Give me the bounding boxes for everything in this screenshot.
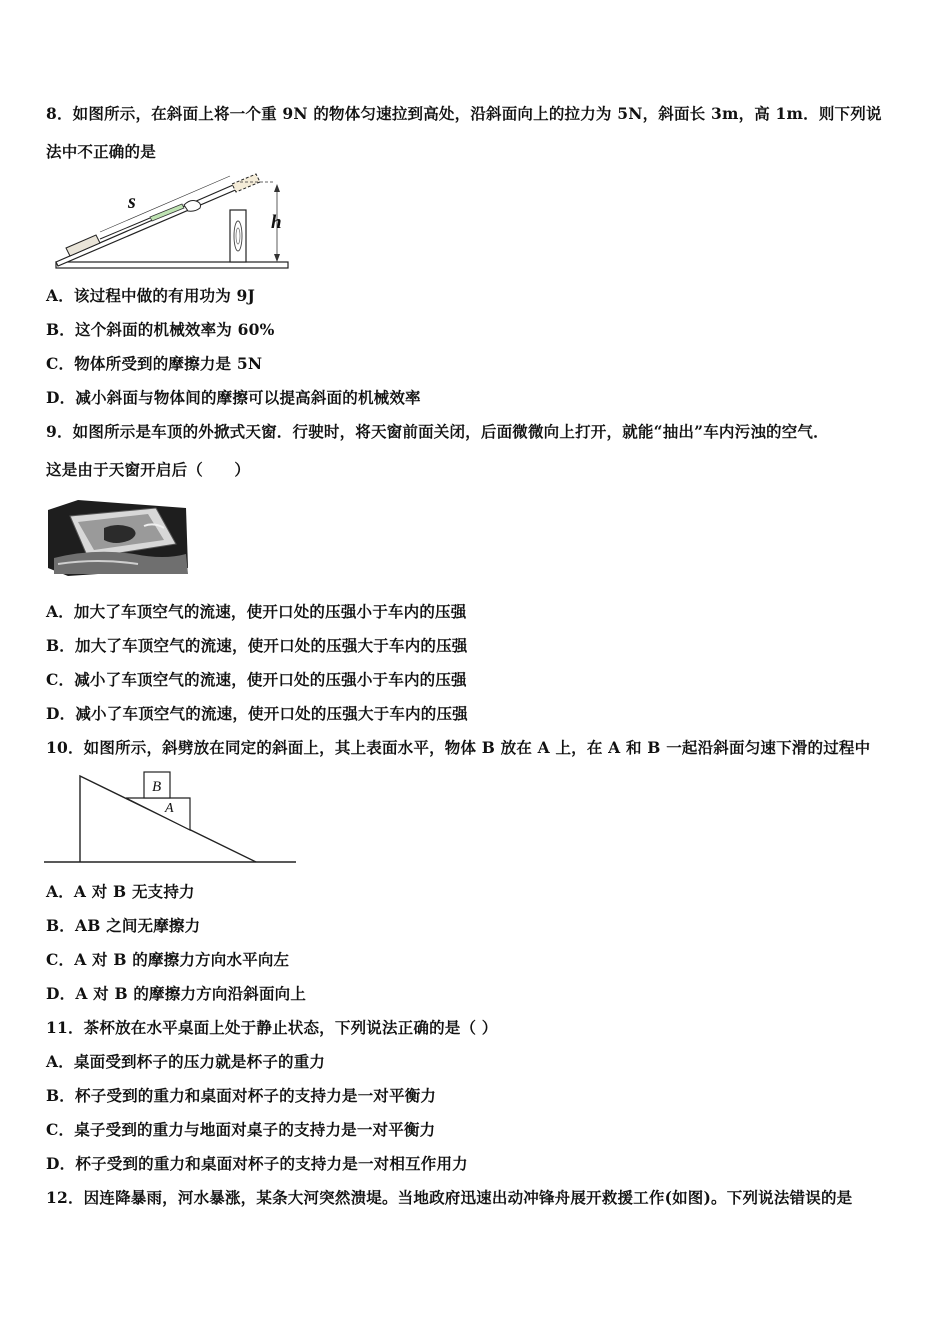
q9-stem-line1: 9．如图所示是车顶的外掀式天窗．行驶时，将天窗前面关闭，后面微微向上打开，就能“抽出”车内污浊的空气． xyxy=(46,422,829,441)
q10-label-a: A xyxy=(165,801,174,816)
q9-option-d: D．减小了车顶空气的流速，使开口处的压强大于车内的压强 xyxy=(46,704,468,723)
q11-option-b: B．杯子受到的重力和桌面对杯子的支持力是一对平衡力 xyxy=(46,1086,437,1105)
q8-incline-figure xyxy=(44,170,294,272)
q9-sunroof-photo xyxy=(48,498,190,578)
q8-label-s: s xyxy=(128,191,136,213)
q9-option-b: B．加大了车顶空气的流速，使开口处的压强大于车内的压强 xyxy=(46,636,468,655)
q9-stem-line2: 这是由于天窗开启后（ ） xyxy=(46,460,251,479)
q8-option-c: C．物体所受到的摩擦力是 5N xyxy=(46,354,263,373)
q10-stem-line1: 10．如图所示，斜劈放在同定的斜面上，其上表面水平，物体 B 放在 A 上，在 A 和 B 一起沿斜面匀速下滑的过程中 xyxy=(46,738,871,757)
q11-option-a: A．桌面受到杯子的压力就是杯子的重力 xyxy=(46,1052,326,1071)
q11-stem-line1: 11．茶杯放在水平桌面上处于静止状态，下列说法正确的是（ ） xyxy=(46,1018,498,1037)
q10-option-d: D．A 对 B 的摩擦力方向沿斜面向上 xyxy=(46,984,307,1003)
q11-option-d: D．杯子受到的重力和桌面对杯子的支持力是一对相互作用力 xyxy=(46,1154,468,1173)
q8-option-b: B．这个斜面的机械效率为 60% xyxy=(46,320,275,339)
q11-option-c: C．桌子受到的重力与地面对桌子的支持力是一对平衡力 xyxy=(46,1120,436,1139)
q10-label-b: B xyxy=(152,779,162,795)
q12-stem-line1: 12．因连降暴雨，河水暴涨，某条大河突然溃堤。当地政府迅速出动冲锋舟展开救援工作(如图)。下列说法错误的是 xyxy=(46,1188,853,1207)
q10-option-b: B．AB 之间无摩擦力 xyxy=(46,916,201,935)
q10-option-c: C．A 对 B 的摩擦力方向水平向左 xyxy=(46,950,290,969)
q8-option-a: A．该过程中做的有用功为 9J xyxy=(46,286,256,305)
q10-wedge-figure xyxy=(44,766,298,866)
q10-option-a: A．A 对 B 无支持力 xyxy=(46,882,195,901)
q9-option-a: A．加大了车顶空气的流速，使开口处的压强小于车内的压强 xyxy=(46,602,467,621)
q9-option-c: C．减小了车顶空气的流速，使开口处的压强小于车内的压强 xyxy=(46,670,467,689)
q8-option-d: D．减小斜面与物体间的摩擦可以提高斜面的机械效率 xyxy=(46,388,421,407)
q8-stem-line1: 8．如图所示，在斜面上将一个重 9N 的物体匀速拉到高处，沿斜面向上的拉力为 5N，斜面长 3m，高 1m．则下列说 xyxy=(46,104,882,123)
q8-stem-line2: 法中不正确的是 xyxy=(46,142,156,161)
q8-label-h: h xyxy=(271,212,282,233)
